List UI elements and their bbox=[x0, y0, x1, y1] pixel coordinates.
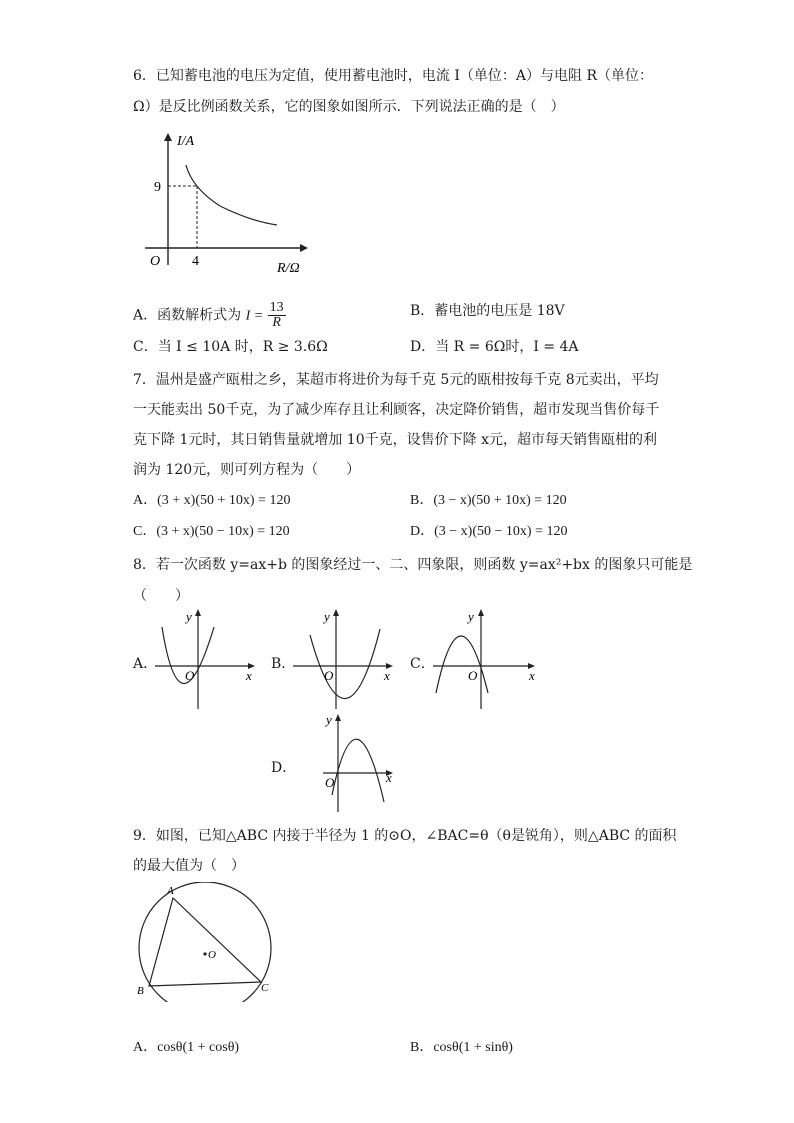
q7-stem-line1: 7．温州是盛产瓯柑之乡，某超市将进价为每千克 5元的瓯柑按每千克 8元卖出，平均 bbox=[133, 372, 659, 388]
q6-graph bbox=[140, 125, 320, 275]
q6-stem-line2: Ω）是反比例函数关系，它的图象如图所示．下列说法正确的是（ ） bbox=[133, 99, 565, 115]
q6-y-label: I/A bbox=[177, 134, 195, 149]
q8-stem-line1: 8．若一次函数 y=ax+b 的图象经过一、二、四象限，则函数 y=ax²+bx 的图象只可能是 bbox=[133, 557, 693, 573]
q8b-x-label: x bbox=[384, 668, 390, 683]
q6-option-a-prefix: A．函数解析式为 bbox=[133, 307, 242, 324]
q8a-origin: O bbox=[185, 668, 195, 683]
q6-x-arrow-icon bbox=[300, 244, 308, 252]
q6-hyperbola-curve bbox=[186, 165, 277, 225]
q9-label-o: O bbox=[208, 949, 216, 961]
q7-stem-line3: 克下降 1元时，其日销售量就增加 10千克，设售价下降 x元，超市每天销售瓯柑的利 bbox=[133, 432, 657, 448]
q8b-origin: O bbox=[324, 668, 334, 683]
q6-option-c[interactable]: C．当 I ≤ 10A 时，R ≥ 3.6Ω bbox=[133, 339, 328, 355]
q9-circle-figure bbox=[133, 882, 278, 1002]
q8-option-c-label[interactable]: C． bbox=[410, 656, 435, 672]
q8b-parabola bbox=[310, 629, 380, 699]
q8-option-b-label[interactable]: B． bbox=[271, 656, 296, 672]
q8-stem-line2: （ ） bbox=[133, 588, 189, 604]
q9-triangle bbox=[149, 898, 261, 986]
q9-option-a[interactable]: A．cosθ(1 + cosθ) bbox=[133, 1040, 240, 1055]
q6-option-b[interactable]: B．蓄电池的电压是 18V bbox=[410, 303, 565, 319]
q8-graph-c[interactable] bbox=[428, 605, 543, 715]
q9-label-c: C bbox=[261, 982, 269, 994]
q9-label-b: B bbox=[137, 985, 144, 997]
q6-origin: O bbox=[150, 254, 161, 269]
q6-stem-line1: 6．已知蓄电池的电压为定值，使用蓄电池时，电流 I（单位：A）与电阻 R（单位： bbox=[133, 68, 653, 84]
q7-stem-line2: 一天能卖出 50千克，为了减少库存且让利顾客，决定降价销售，超市发现当售价每千 bbox=[133, 402, 660, 418]
q6-option-d[interactable]: D．当 R = 6Ω时，I = 4A bbox=[410, 339, 579, 355]
q9-label-a: A bbox=[167, 885, 174, 897]
q6-option-a-denominator: R bbox=[272, 315, 281, 330]
q6-option-a-numerator: 13 bbox=[269, 300, 284, 315]
q8d-parabola bbox=[332, 739, 384, 802]
q6-option-a[interactable] bbox=[133, 301, 286, 330]
q8-option-d-label[interactable]: D． bbox=[271, 760, 297, 776]
q8-graph-d[interactable] bbox=[318, 710, 403, 816]
q8d-y-label: y bbox=[326, 712, 332, 727]
q6-option-a-fraction bbox=[268, 301, 286, 330]
q6-y-arrow-icon bbox=[164, 133, 172, 141]
q8c-origin: O bbox=[468, 668, 478, 683]
q8a-y-label: y bbox=[186, 609, 192, 624]
q9-stem-line2: 的最大值为（ ） bbox=[133, 858, 245, 874]
q8c-parabola bbox=[436, 636, 488, 693]
q8c-y-arrow-icon bbox=[478, 609, 484, 616]
q9-option-b[interactable]: B．cosθ(1 + sinθ) bbox=[410, 1040, 513, 1055]
q6-x-label: R/Ω bbox=[277, 261, 300, 275]
q6-x-tick: 4 bbox=[192, 254, 199, 269]
q9-center-dot bbox=[203, 952, 206, 955]
q7-option-d[interactable]: D．(3 − x)(50 − 10x) = 120 bbox=[410, 524, 568, 539]
q8c-x-label: x bbox=[529, 668, 535, 683]
q6-option-a-lhs: I = bbox=[245, 308, 264, 324]
q8-graph-a[interactable] bbox=[150, 605, 265, 715]
q8d-y-arrow-icon bbox=[335, 714, 341, 721]
q8d-origin: O bbox=[325, 775, 335, 790]
q7-option-a[interactable]: A．(3 + x)(50 + 10x) = 120 bbox=[133, 493, 291, 508]
q6-y-tick: 9 bbox=[154, 180, 161, 195]
q8-option-a-label[interactable]: A． bbox=[133, 656, 158, 672]
q8b-y-arrow-icon bbox=[333, 609, 339, 616]
q7-option-c[interactable]: C．(3 + x)(50 − 10x) = 120 bbox=[133, 524, 290, 539]
q7-option-b[interactable]: B．(3 − x)(50 + 10x) = 120 bbox=[410, 493, 567, 508]
q9-stem-line1: 9．如图，已知△ABC 内接于半径为 1 的⊙O，∠BAC=θ（θ是锐角），则△ABC 的面积 bbox=[133, 828, 677, 844]
q8c-y-label: y bbox=[468, 609, 474, 624]
q8d-x-label: x bbox=[386, 770, 392, 785]
q8b-y-label: y bbox=[324, 609, 330, 624]
q8a-x-label: x bbox=[246, 668, 252, 683]
q7-stem-line4: 润为 120元，则可列方程为（ ） bbox=[133, 462, 361, 478]
q8a-y-arrow-icon bbox=[195, 609, 201, 616]
q8-graph-b[interactable] bbox=[288, 605, 403, 715]
